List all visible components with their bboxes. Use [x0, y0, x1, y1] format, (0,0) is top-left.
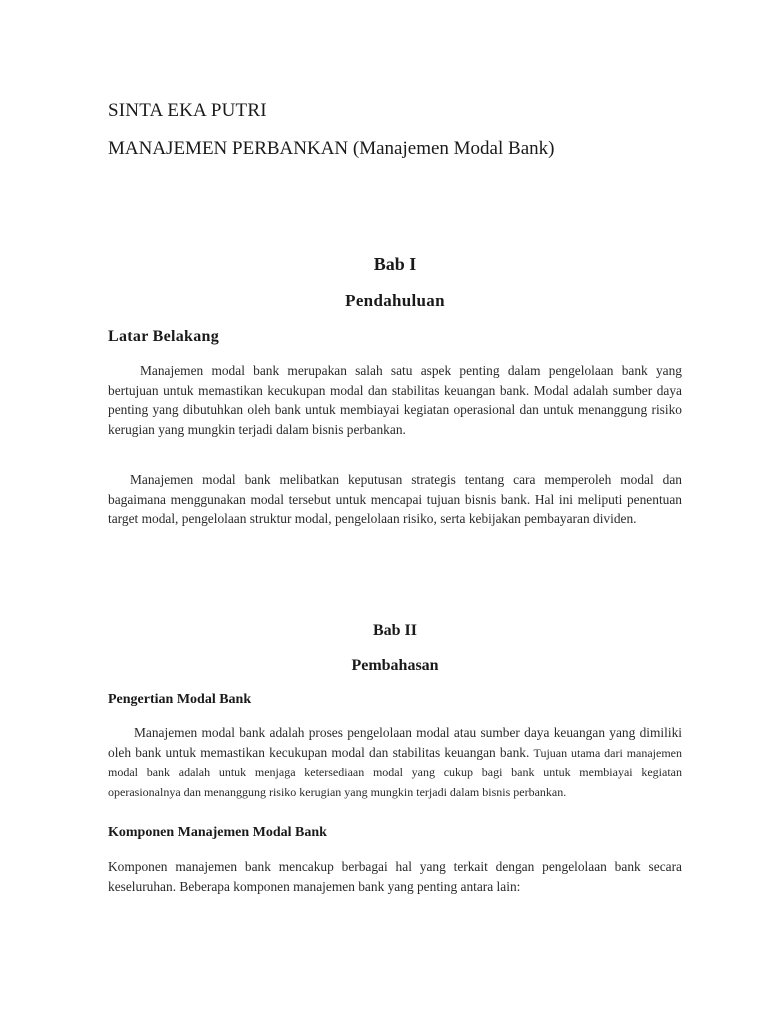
paragraph-latar-belakang-2: Manajemen modal bank melibatkan keputusan strategis tentang cara memperoleh modal dan bagaimana menggunakan modal tersebut untuk mencapai tujuan bisnis bank. Hal ini meliputi penentuan target modal, pengelolaan struktur modal, pengelolaan risiko, serta kebijakan pembayaran dividen. [108, 472, 682, 526]
paragraph-pengertian [108, 723, 682, 801]
document-title: MANAJEMEN PERBANKAN (Manajemen Modal Bank) [108, 138, 555, 159]
chapter-1-title: Pendahuluan [345, 291, 445, 310]
paragraph-komponen: Komponen manajemen bank mencakup berbagai hal yang terkait dengan pengelolaan bank secara keseluruhan. Beberapa komponen manajemen bank yang penting antara lain: [108, 859, 682, 894]
section-komponen-heading: Komponen Manajemen Modal Bank [108, 825, 327, 840]
chapter-2-title: Pembahasan [351, 657, 439, 674]
section-latar-belakang-heading: Latar Belakang [108, 328, 220, 345]
section-pengertian-heading: Pengertian Modal Bank [108, 692, 252, 707]
paragraph-pengertian-main: Manajemen modal bank adalah proses pengelolaan modal atau sumber daya keuangan yang dimiliki oleh bank untuk memastikan kecukupan modal dan stabilitas keuangan bank. [108, 725, 682, 760]
author-name: SINTA EKA PUTRI [108, 100, 267, 121]
paragraph-pengertian-small-text: Tujuan utama dari manajemen modal bank adalah untuk menjaga ketersediaan modal yang cukup bagi bank untuk membiayai kegiatan operasionalnya dan menanggung risiko kerugian yang mungkin terjadi dalam bisnis perbankan. [108, 745, 682, 799]
paragraph-latar-belakang-1: Manajemen modal bank merupakan salah satu aspek penting dalam pengelolaan bank yang bertujuan untuk memastikan kecukupan modal dan stabilitas keuangan bank. Modal adalah sumber daya penting yang dibutuhkan oleh bank untuk membiayai kegiatan operasional dan untuk menanggung risiko kerugian yang mungkin terjadi dalam bisnis perbankan. [108, 363, 682, 437]
chapter-1-number: Bab I [373, 254, 417, 274]
chapter-2-number: Bab II [372, 622, 418, 639]
